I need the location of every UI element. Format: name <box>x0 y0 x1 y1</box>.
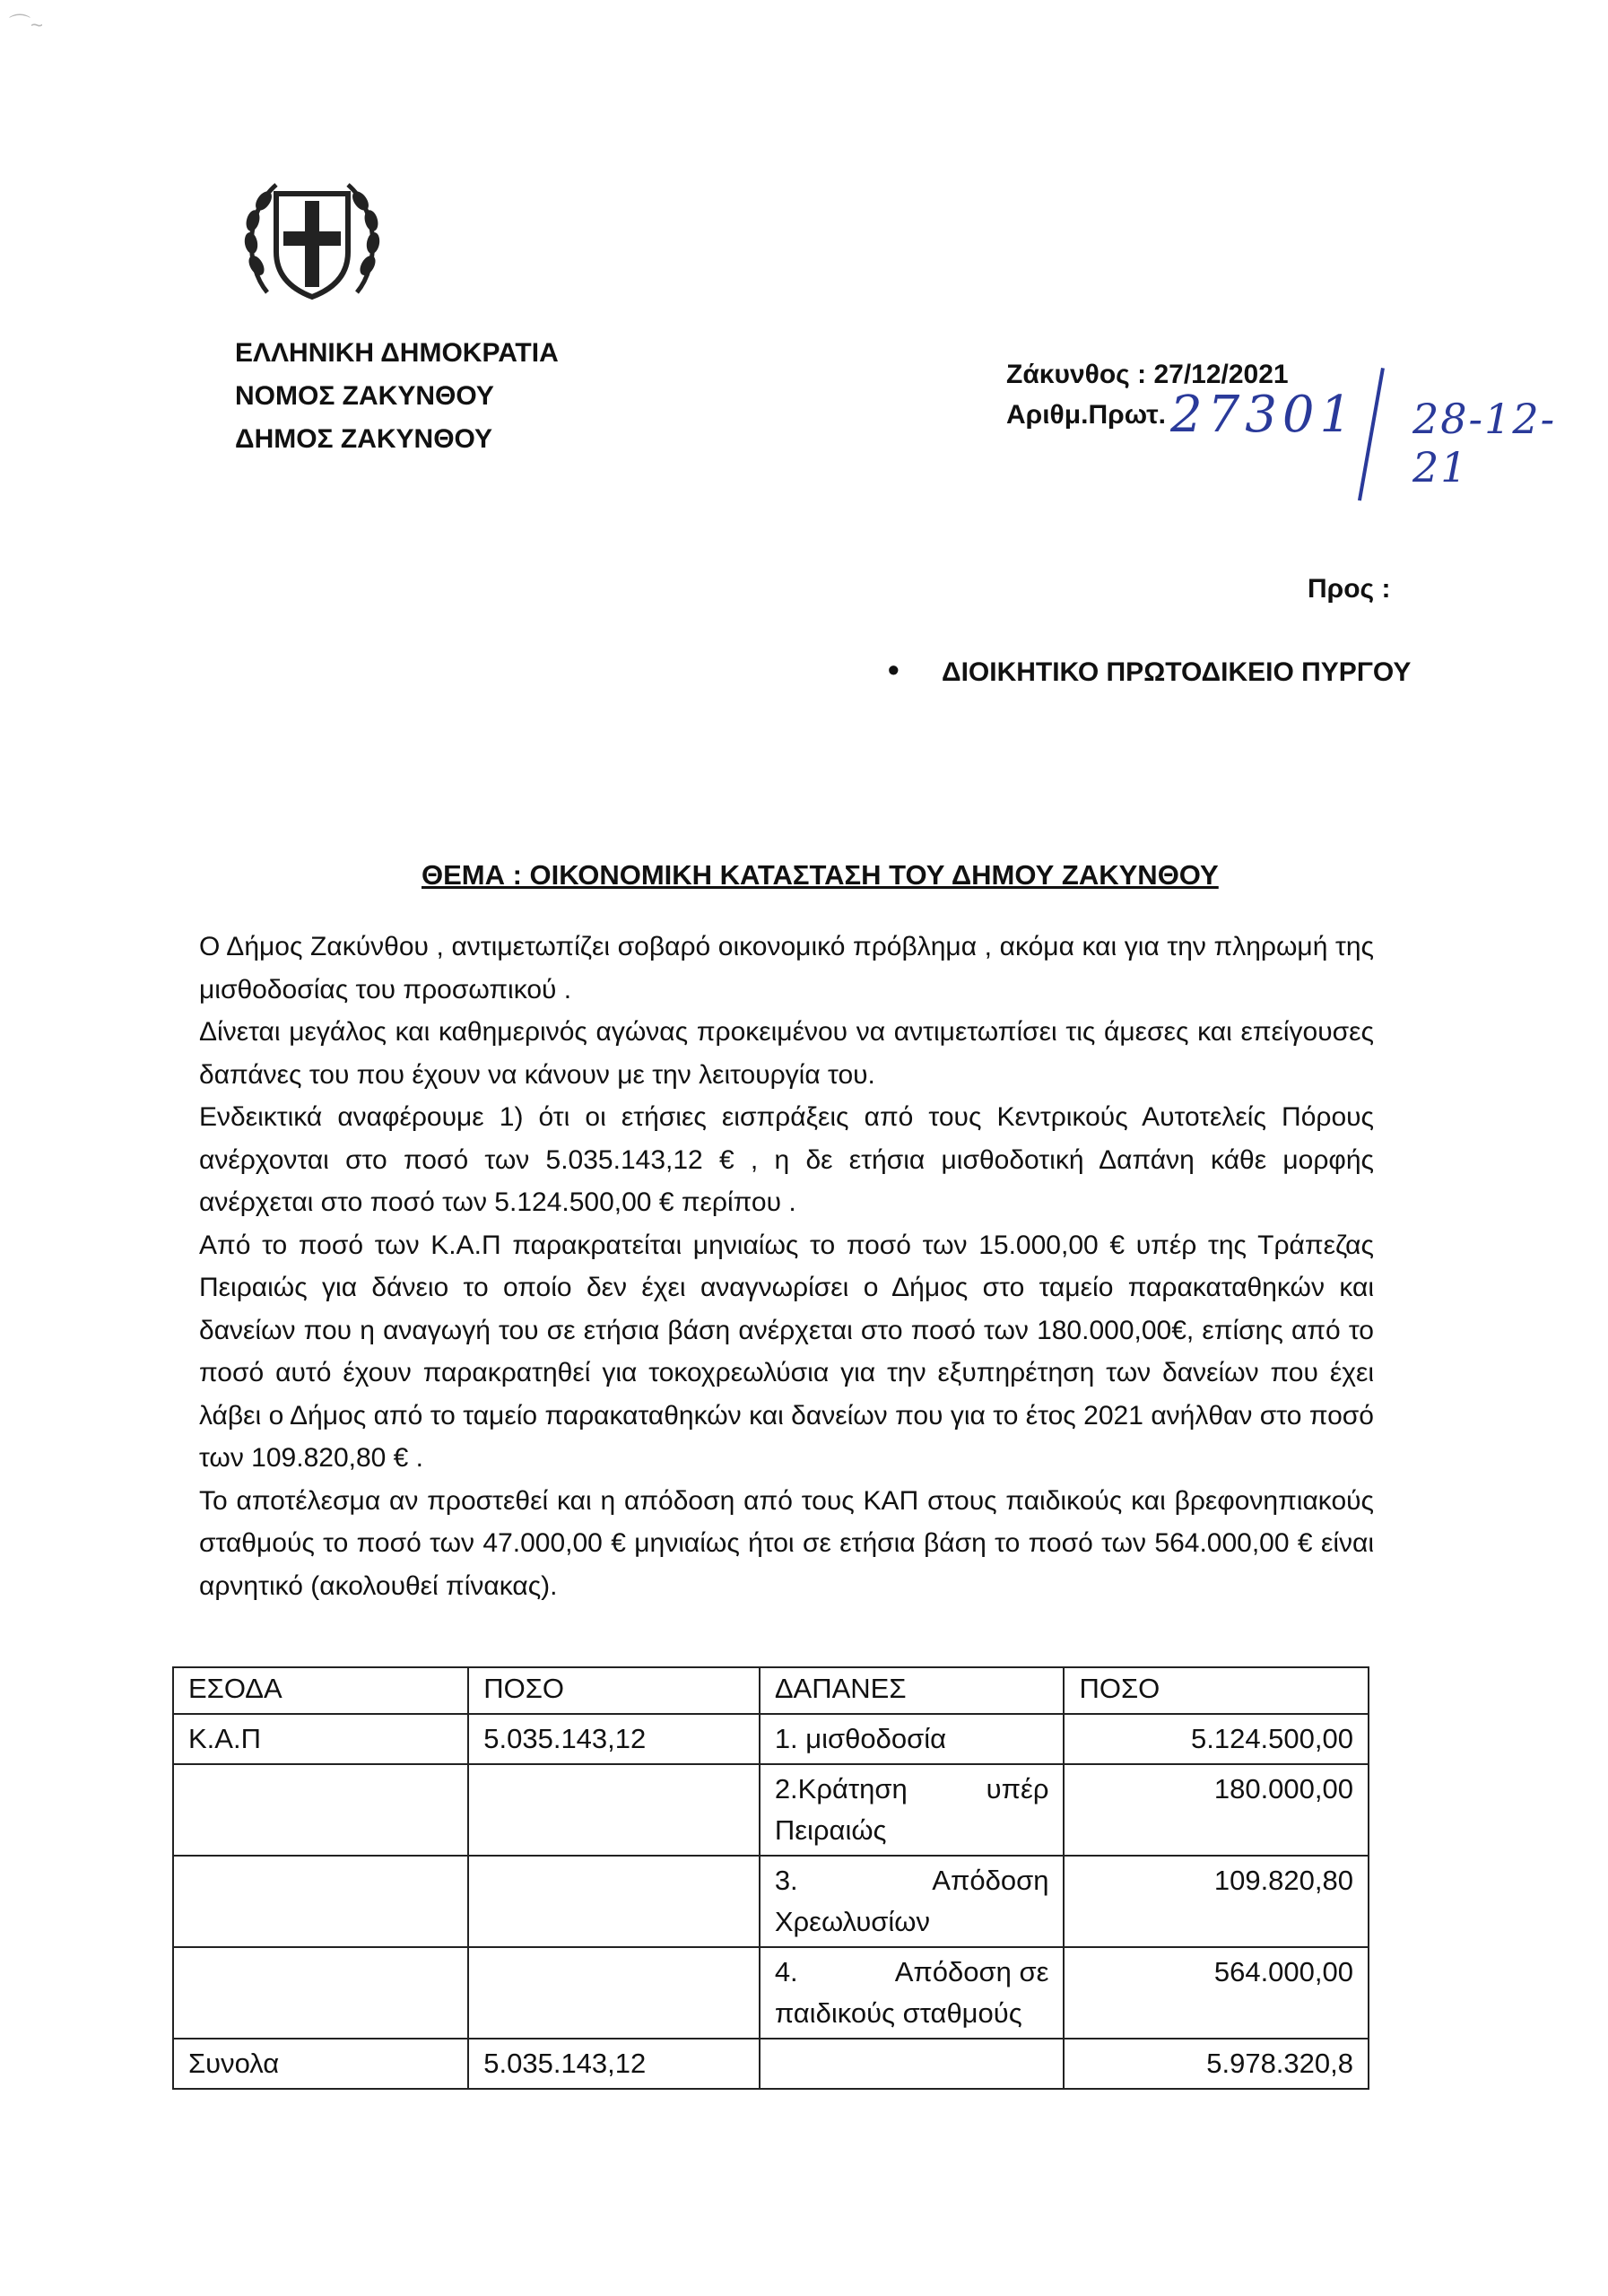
expense-label: Χρεωλυσίων <box>774 1906 930 1937</box>
expense-label: Απόδοση σε <box>894 1956 1049 1987</box>
bullet-icon: • <box>888 651 900 688</box>
body-paragraph: Ενδεικτικά αναφέρουμε 1) ότι οι ετήσιες εισπράξεις από τους Κεντρικούς Αυτοτελείς Πόρους ανέρχονται στο ποσό των 5.035.143,12 € , η δε ετήσια μισθοδοτική Δαπάνη κάθε μορφής ανέρχεται στο ποσό των 5.124.500,00 € περίπου . <box>199 1102 1374 1217</box>
empty-cell <box>468 1856 760 1947</box>
recipient-row <box>888 651 1411 689</box>
expense-amount-cell: 180.000,00 <box>1064 1764 1369 1856</box>
table-header-cell: ΔΑΠΑΝΕΣ <box>760 1667 1065 1714</box>
empty-cell <box>173 1947 468 2039</box>
empty-cell <box>760 2039 1065 2089</box>
recipient-label: Προς : <box>1308 574 1391 604</box>
country-name: ΕΛΛΗΝΙΚΗ ΔΗΜΟΚΡΑΤΙΑ <box>235 338 559 368</box>
expense-label: 3. <box>774 1865 798 1896</box>
financial-table <box>172 1666 1369 2090</box>
expense-label: παιδικούς σταθμούς <box>774 1997 1022 2029</box>
table-header-cell: ΠΟΣΟ <box>1064 1667 1369 1714</box>
table-row <box>173 1714 1369 1764</box>
expense-label-cell <box>760 1947 1065 2039</box>
expense-amount-cell: 109.820,80 <box>1064 1856 1369 1947</box>
table-totals-row <box>173 2039 1369 2089</box>
income-label-cell: Κ.Α.Π <box>173 1714 468 1764</box>
expense-label: 1. μισθοδοσία <box>774 1723 947 1754</box>
recipient-name: ΔΙΟΙΚΗΤΙΚΟ ΠΡΩΤΟΔΙΚΕΙΟ ΠΥΡΓΟΥ <box>942 657 1412 687</box>
expense-label-cell <box>760 1714 1065 1764</box>
totals-income-cell: 5.035.143,12 <box>468 2039 760 2089</box>
prefecture-name: ΝΟΜΟΣ ΖΑΚΥΝΘΟΥ <box>235 381 494 411</box>
expense-amount-cell: 5.124.500,00 <box>1064 1714 1369 1764</box>
expense-label: Απόδοση <box>932 1865 1049 1896</box>
empty-cell <box>173 1764 468 1856</box>
protocol-number-handwritten: 27301 <box>1170 386 1358 444</box>
expense-label-cell <box>760 1764 1065 1856</box>
empty-cell <box>173 1856 468 1947</box>
table-header-cell: ΕΣΟΔΑ <box>173 1667 468 1714</box>
protocol-date-handwritten: 28-12-21 <box>1412 395 1557 491</box>
date-line: Ζάκυνθος : 27/12/2021 <box>1006 360 1289 389</box>
handwritten-slash <box>1358 368 1385 500</box>
subject-line: ΘΕΜΑ : ΟΙΚΟΝΟΜΙΚΗ ΚΑΤΑΣΤΑΣΗ ΤΟΥ ΔΗΜΟΥ ΖΑΚΥΝΘΟΥ <box>422 859 1219 891</box>
totals-label-cell: Συνολα <box>173 2039 468 2089</box>
table-row <box>173 1947 1369 2039</box>
municipality-name: ΔΗΜΟΣ ΖΑΚΥΝΘΟΥ <box>235 424 493 454</box>
authority-header <box>235 332 559 461</box>
empty-cell <box>468 1764 760 1856</box>
body-paragraph: Ο Δήμος Ζακύνθου , αντιμετωπίζει σοβαρό οικονομικό πρόβλημα , ακόμα και για την πληρωμή της μισθοδοσίας του προσωπικού . <box>199 932 1374 1004</box>
expense-amount-cell: 564.000,00 <box>1064 1947 1369 2039</box>
protocol-label: Αριθμ.Πρωτ. <box>1006 400 1166 430</box>
expense-label: υπέρ <box>986 1773 1049 1805</box>
expense-label-cell <box>760 1856 1065 1947</box>
empty-cell <box>468 1947 760 2039</box>
body-paragraph: Δίνεται μεγάλος και καθημερινός αγώνας προκειμένου να αντιμετωπίσει τις άμεσες και επείγουσες δαπάνες του που έχουν να κάνουν με την λειτουργία του. <box>199 1017 1374 1090</box>
table-header-cell: ΠΟΣΟ <box>468 1667 760 1714</box>
expense-label: 2.Κράτηση <box>774 1773 908 1805</box>
expense-label: Πειραιώς <box>774 1814 887 1846</box>
scan-mark: ⌒~ <box>9 13 44 38</box>
table-row <box>173 1764 1369 1856</box>
expense-label: 4. <box>774 1956 798 1987</box>
body-paragraph: Από το ποσό των Κ.Α.Π παρακρατείται μηνιαίως το ποσό των 15.000,00 € υπέρ της Τράπεζας Πειραιώς για δάνειο το οποίο δεν έχει αναγνωρίσει ο Δήμος στο ταμείο παρακαταθηκών και δανείων που η αναγωγή του σε ετήσια βάση ανέρχεται στο ποσό των 180.000,00€, επίσης από το ποσό αυτό έχουν παρακρατηθεί για τοκοχρεωλύσια για την εξυπηρέτηση των δανείων που έχει λάβει ο Δήμος από το ταμείο παρακαταθηκών και δανείων που για το έτος 2021 ανήλθαν στο ποσό των 109.820,80 € . <box>199 1230 1374 1473</box>
body-paragraph: Το αποτέλεσμα αν προστεθεί και η απόδοση από τους ΚΑΠ στους παιδικούς και βρεφονηπιακούς σταθμούς το ποσό των 47.000,00 € μηνιαίως ήτοι σε ετήσια βάση το ποσό των 564.000,00 € είναι αρνητικό (ακολουθεί πίνακας). <box>199 1485 1374 1601</box>
greek-emblem-icon <box>240 167 384 310</box>
table-header-row <box>173 1667 1369 1714</box>
table-row <box>173 1856 1369 1947</box>
letter-body <box>199 926 1374 1607</box>
income-amount-cell: 5.035.143,12 <box>468 1714 760 1764</box>
totals-expenses-cell: 5.978.320,8 <box>1064 2039 1369 2089</box>
